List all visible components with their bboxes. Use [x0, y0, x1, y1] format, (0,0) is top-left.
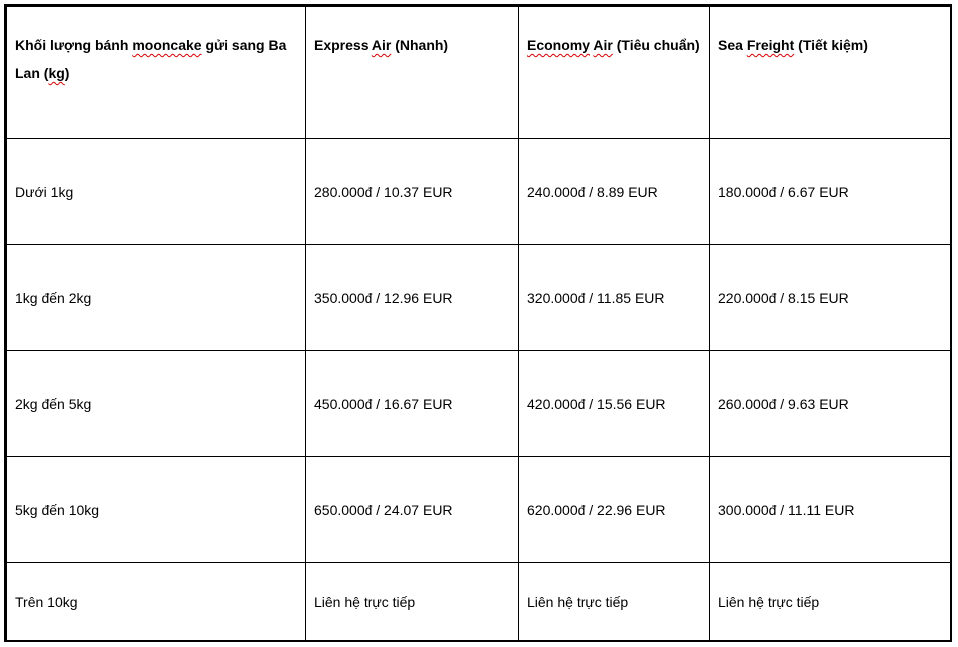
- header-economy-flagged-word: Economy: [527, 37, 591, 53]
- cell-sea: 260.000đ / 9.63 EUR: [710, 351, 951, 457]
- cell-sea: 220.000đ / 8.15 EUR: [710, 245, 951, 351]
- cell-economy: 320.000đ / 11.85 EUR: [519, 245, 710, 351]
- header-weight-text-b: gửi sang Ba Lan (: [15, 37, 287, 81]
- cell-weight: 5kg đến 10kg: [7, 457, 306, 563]
- cell-express: 350.000đ / 12.96 EUR: [306, 245, 519, 351]
- cell-economy: 620.000đ / 22.96 EUR: [519, 457, 710, 563]
- table-row: [7, 351, 951, 457]
- header-sea-text-a: Sea: [718, 37, 747, 53]
- header-economy-text-b: (Tiêu chuẩn): [612, 37, 700, 53]
- table-row: [7, 245, 951, 351]
- header-weight: [7, 7, 306, 139]
- cell-weight: Dưới 1kg: [7, 139, 306, 245]
- header-express-flagged-word: Air: [371, 37, 392, 53]
- header-economy-flagged-word-2: Air: [593, 37, 613, 53]
- cell-express: 280.000đ / 10.37 EUR: [306, 139, 519, 245]
- cell-weight: Trên 10kg: [7, 563, 306, 641]
- shipping-rate-table: [6, 6, 951, 641]
- table-row: [7, 457, 951, 563]
- header-express-text-a: Express: [314, 37, 372, 53]
- header-sea-flagged-word: Freight: [746, 37, 795, 53]
- header-weight-flagged-word: mooncake: [132, 37, 202, 53]
- cell-weight: 2kg đến 5kg: [7, 351, 306, 457]
- header-express-text-b: (Nhanh): [391, 37, 449, 53]
- cell-economy: 420.000đ / 15.56 EUR: [519, 351, 710, 457]
- header-sea-text-b: (Tiết kiệm): [794, 37, 868, 53]
- cell-weight: 1kg đến 2kg: [7, 245, 306, 351]
- table-header-row: [7, 7, 951, 139]
- cell-express: 650.000đ / 24.07 EUR: [306, 457, 519, 563]
- cell-express: 450.000đ / 16.67 EUR: [306, 351, 519, 457]
- table-row: [7, 563, 951, 641]
- header-economy: [519, 7, 710, 139]
- header-sea: [710, 7, 951, 139]
- cell-sea: 300.000đ / 11.11 EUR: [710, 457, 951, 563]
- cell-sea: Liên hệ trực tiếp: [710, 563, 951, 641]
- header-weight-flagged-unit: kg: [48, 65, 65, 81]
- header-weight-text-c: ): [64, 65, 70, 81]
- header-weight-text-a: Khối lượng bánh: [15, 37, 133, 53]
- cell-sea: 180.000đ / 6.67 EUR: [710, 139, 951, 245]
- cell-express: Liên hệ trực tiếp: [306, 563, 519, 641]
- cell-economy: 240.000đ / 8.89 EUR: [519, 139, 710, 245]
- header-express: [306, 7, 519, 139]
- cell-economy: Liên hệ trực tiếp: [519, 563, 710, 641]
- table-row: [7, 139, 951, 245]
